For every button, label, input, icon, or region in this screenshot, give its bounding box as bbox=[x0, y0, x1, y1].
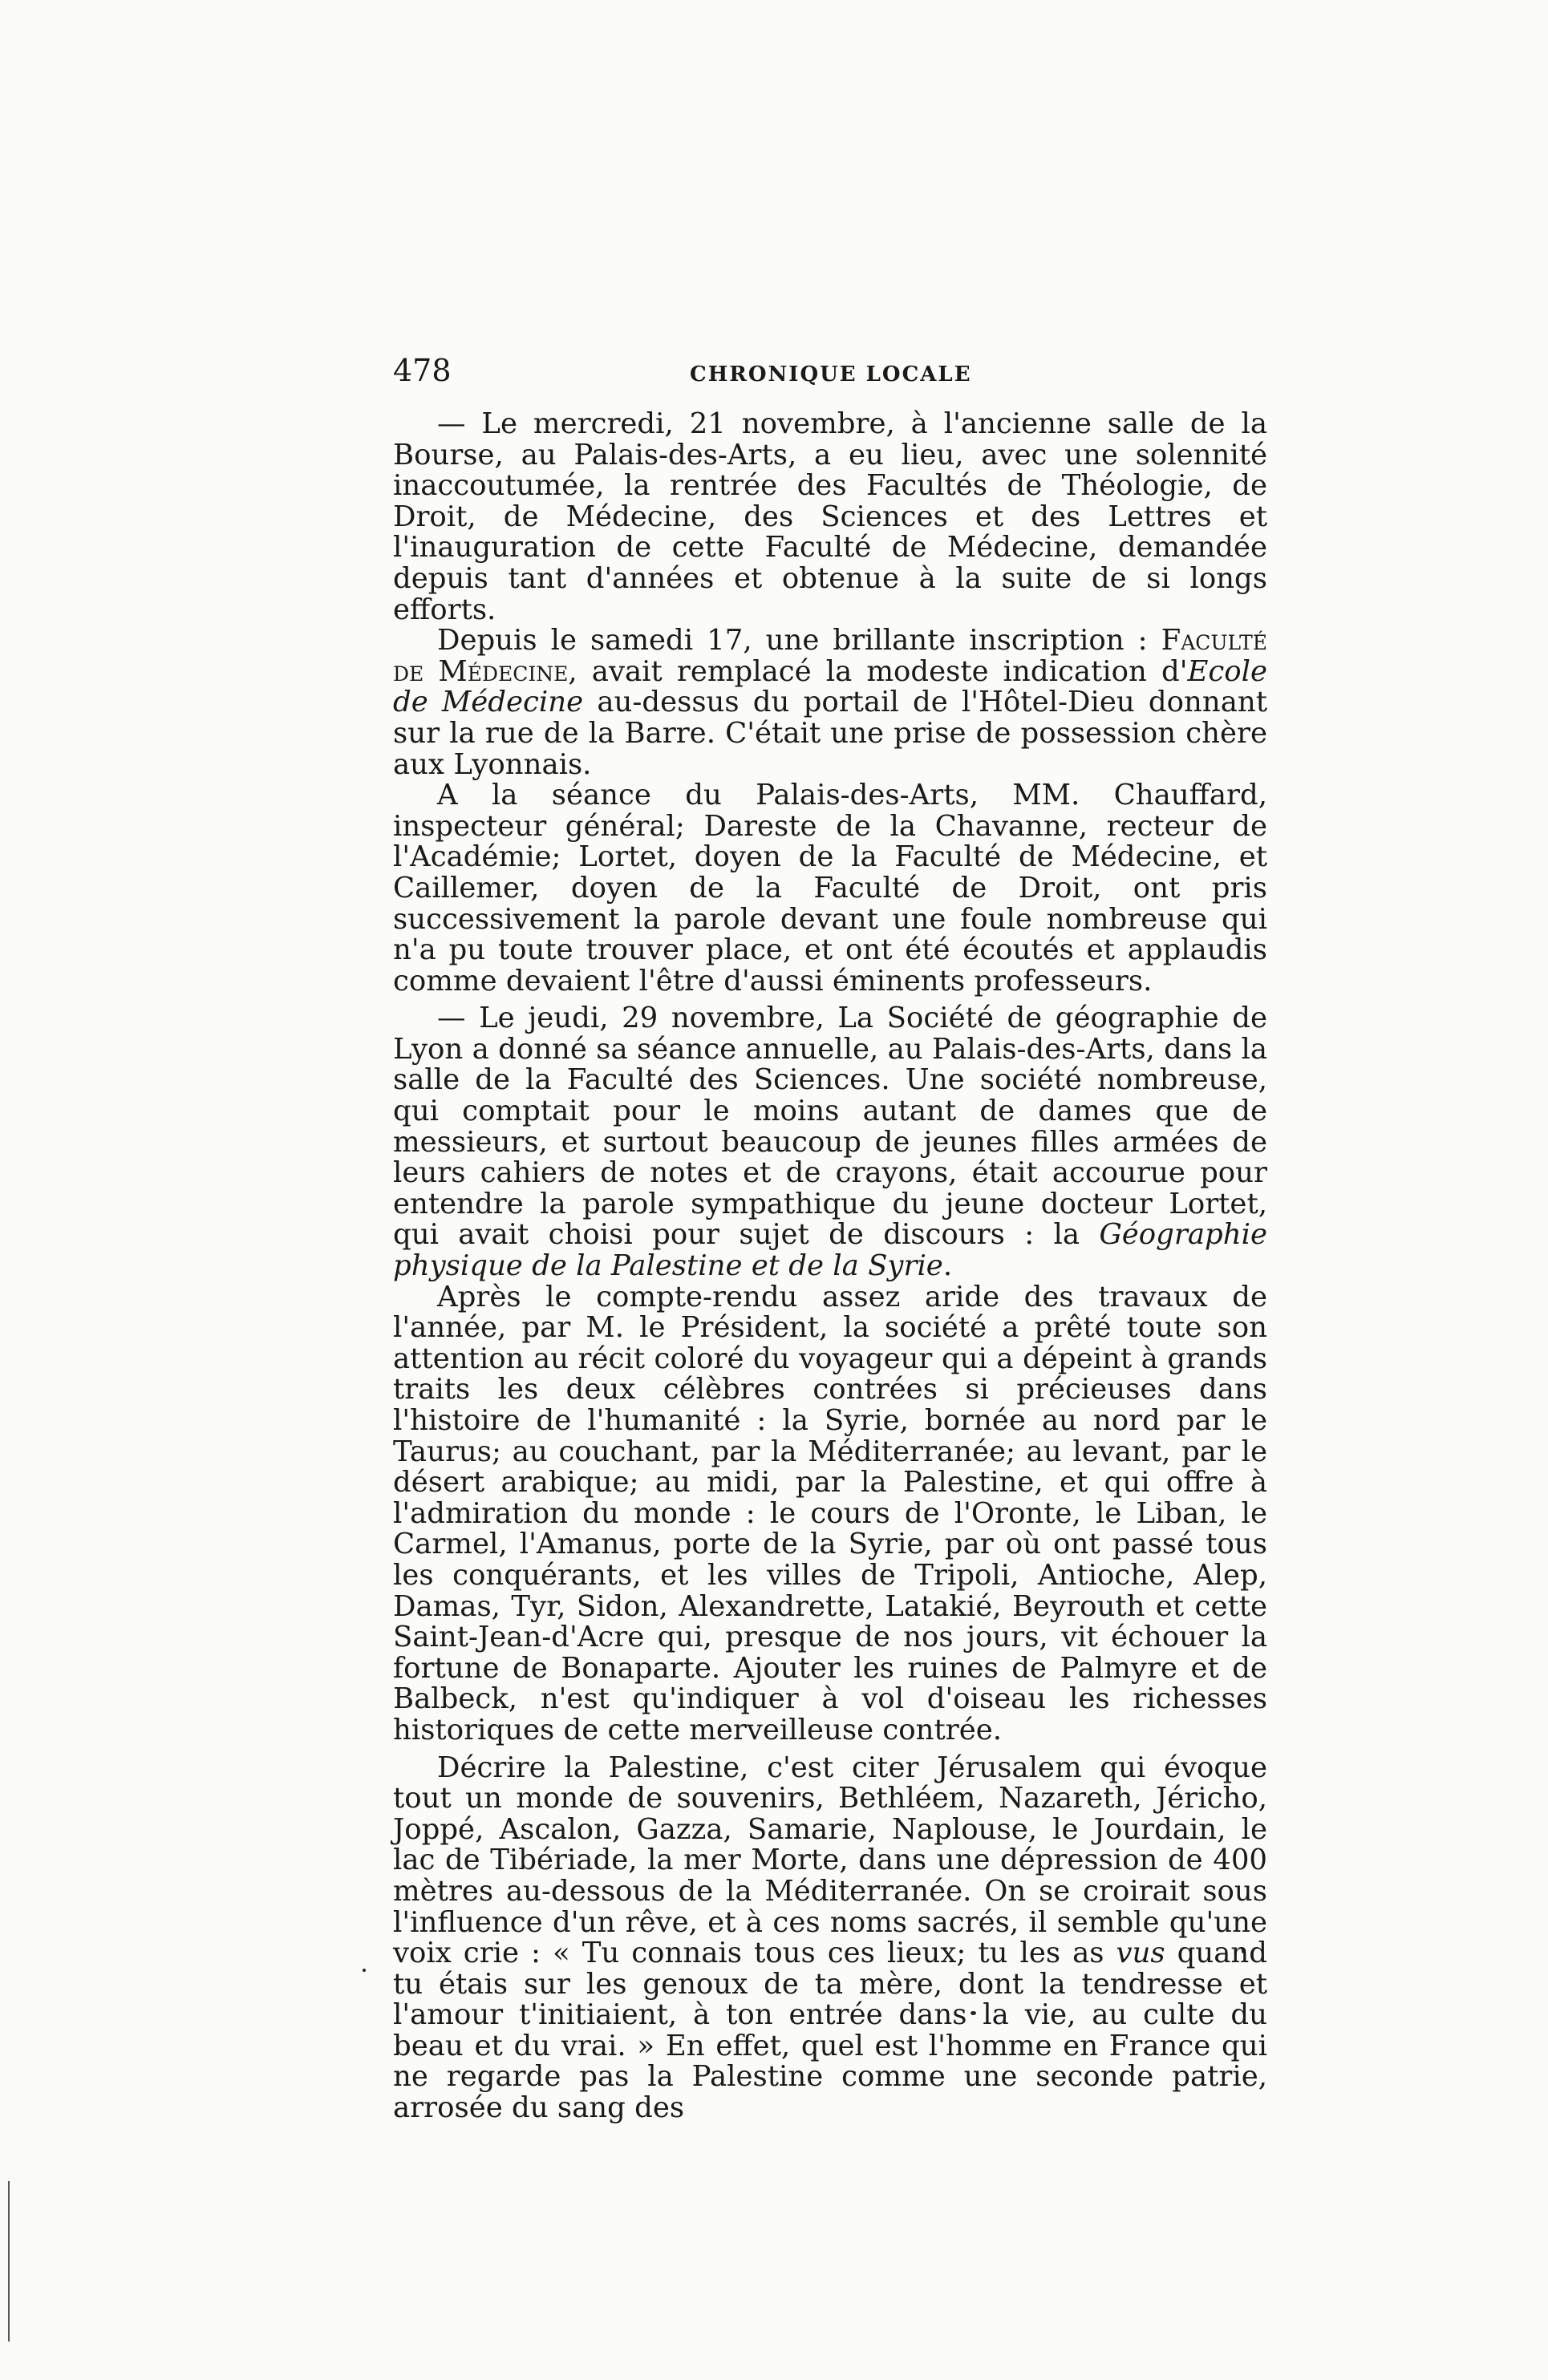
paragraph bbox=[393, 1003, 1267, 1281]
paragraph bbox=[393, 409, 1267, 625]
paragraph bbox=[393, 1753, 1267, 2124]
text-run: . bbox=[942, 1249, 953, 1283]
small-caps-text: Faculté de Médecine bbox=[393, 624, 1267, 688]
text-run: au-dessus du portail de l'Hôtel-Dieu donnant sur la rue de la Barre. C'était une prise de possession chère aux Lyonnais. bbox=[393, 686, 1268, 781]
italic-text: vus bbox=[1116, 1937, 1165, 1970]
text-run: Décrire la Palestine, c'est citer Jérusalem qui évoque tout un monde de souvenirs, Bethléem, Nazareth, Jéricho, Joppé, Ascalon, Gazza, Samarie, Naplouse, le Jourdain, le lac de Tibériade, la mer Morte, dans une dépression de 400 mètres au-dessous de la Méditerranée. On se croirait sous l'influence d'un rêve, et à ces noms sacrés, il semble qu'une voix crie : « Tu connais tous ces lieux; tu les as bbox=[393, 1751, 1267, 1970]
section-title: CHRONIQUE LOCALE bbox=[690, 362, 972, 387]
text-run: , avait remplacé la modeste indication d' bbox=[568, 654, 1188, 688]
text-run: quand tu étais sur les genoux de ta mère, dont la tendresse et l'amour t'initiaient, à ton entrée dans la vie, au culte du beau et du vrai. » En effet, quel est l'homme en France qui ne regarde pas la Palestine comme une seconde patrie, arrosée du sang des bbox=[393, 1937, 1267, 2125]
paragraph bbox=[393, 780, 1267, 997]
text-run: Depuis le samedi 17, une brillante inscription : bbox=[437, 624, 1161, 658]
paragraph bbox=[393, 625, 1267, 780]
page-number: 478 bbox=[393, 353, 452, 388]
text-run: Après le compte-rendu assez aride des travaux de l'année, par M. le Président, la société a prêté toute son attention au récit coloré du voyageur qui a dépeint à grands traits les deux célèbres contrées si précieuses dans l'histoire de l'humanité : la Syrie, bornée au nord par le Taurus; au couchant, par la Méditerranée; au levant, par le désert arabique; au midi, par la Palestine, et qui offre à l'admiration du monde : le cours de l'Oronte, le Liban, le Carmel, l'Amanus, porte de la Syrie, par où ont passé tous les conquérants, et les villes de Tripoli, Antioche, Alep, Damas, Tyr, Sidon, Alexandrette, Latakié, Beyrouth et cette Saint-Jean-d'Acre qui, presque de nos jours, vit échouer la fortune de Bonaparte. Ajouter les ruines de Palmyre et de Balbeck, n'est qu'indiquer à vol d'oiseau les richesses historiques de cette merveilleuse contrée. bbox=[393, 1280, 1267, 1747]
left-margin-scan-line bbox=[8, 2181, 10, 2342]
text-run: A la séance du Palais-des-Arts, MM. Chauffard, inspecteur général; Dareste de la Chavanne, recteur de l'Académie; Lortet, doyen de la Faculté de Médecine, et Caillemer, doyen de la Faculté de Droit, ont pris successivement la parole devant une foule nombreuse qui n'a pu toute trouver place, et ont été écoutés et applaudis comme devaient l'être d'aussi éminents professeurs. bbox=[393, 779, 1267, 998]
body-text bbox=[393, 409, 1267, 2124]
text-run: — Le mercredi, 21 novembre, à l'ancienne salle de la Bourse, au Palais-des-Arts, a eu lieu, avec une solennité inaccoutumée, la rentrée des Facultés de Théologie, de Droit, de Médecine, des Sciences et des Lettres et l'inauguration de cette Faculté de Médecine, demandée depuis tant d'années et obtenue à la suite de si longs efforts. bbox=[393, 407, 1267, 626]
book-page bbox=[393, 353, 1267, 2124]
italic-text: Géographie physique de la Palestine et de la Syrie bbox=[393, 1218, 1267, 1283]
italic-text: Ecole de Médecine bbox=[393, 654, 1267, 719]
text-run: — Le jeudi, 29 novembre, La Société de géographie de Lyon a donné sa séance annuelle, au Palais-des-Arts, dans la salle de la Faculté des Sciences. Une société nombreuse, qui comptait pour le moins autant de dames que de messieurs, et surtout beaucoup de jeunes filles armées de leurs cahiers de notes et de crayons, était accourue pour entendre la parole sympathique du jeune docteur Lortet, qui avait choisi pour sujet de discours : la bbox=[393, 1002, 1267, 1252]
paragraph bbox=[393, 1282, 1267, 1747]
scan-speck bbox=[363, 1969, 366, 1972]
running-head bbox=[393, 353, 1267, 401]
